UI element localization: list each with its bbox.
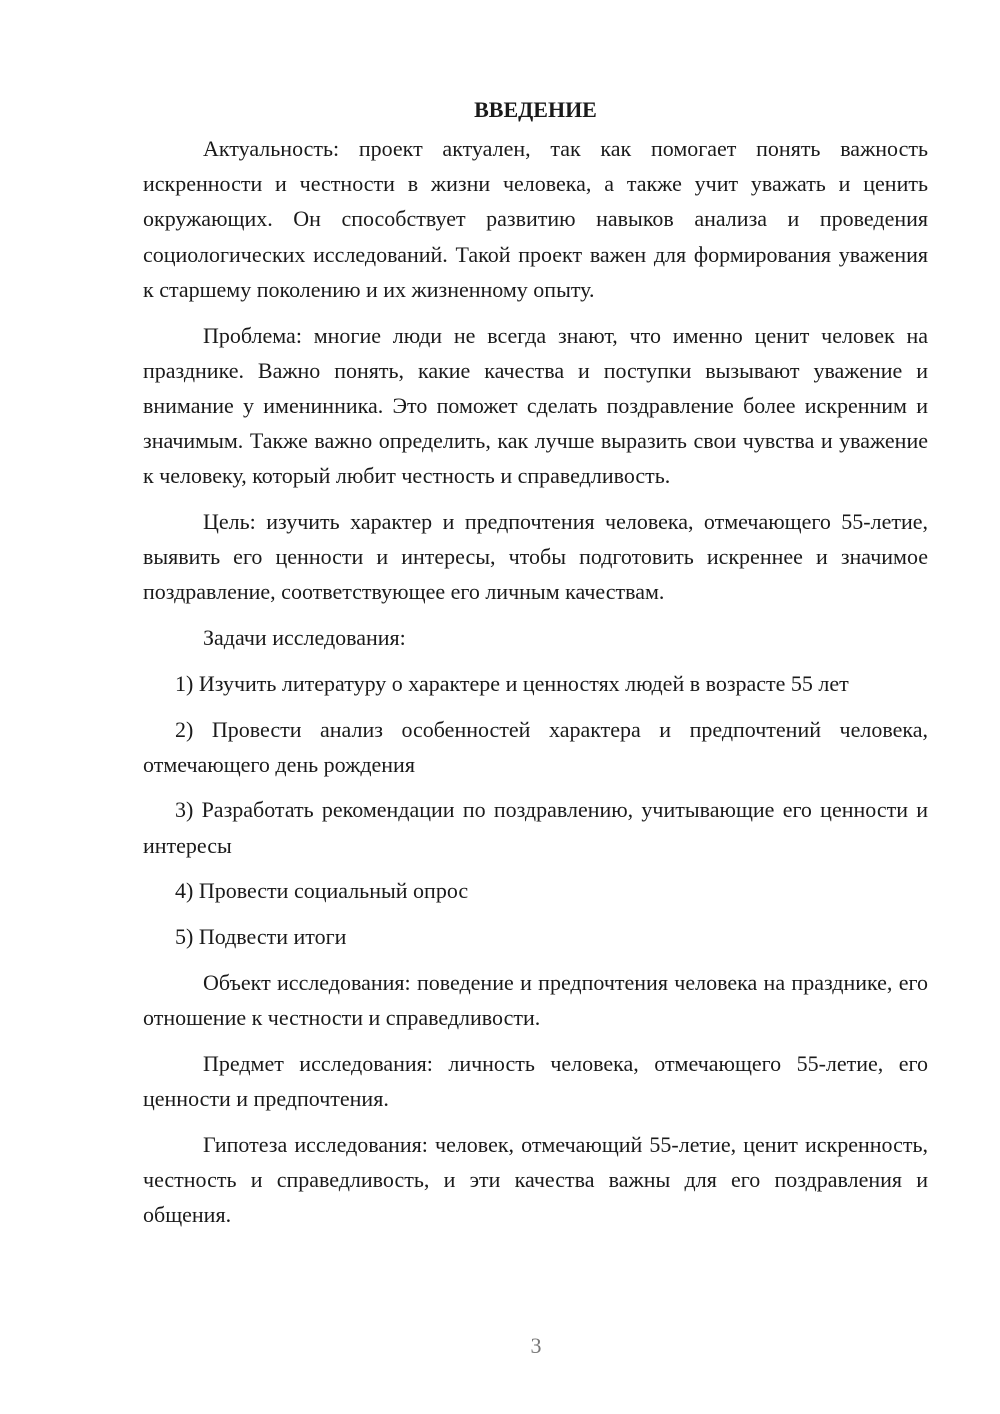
task-item-4: 4) Провести социальный опрос: [175, 878, 469, 904]
object-paragraph: Объект исследования: поведение и предпочтения человека на празднике, его отношение к честности и справедливости.: [143, 969, 928, 1030]
task-item-2: 2) Провести анализ особенностей характера и предпочтений человека, отмечающего день рождения: [143, 716, 928, 777]
tasks-heading: Задачи исследования:: [203, 625, 406, 651]
task-item-1: 1) Изучить литературу о характере и ценностях людей в возрасте 55 лет: [175, 670, 849, 696]
problem-paragraph: Проблема: многие люди не всегда знают, что именно ценит человек на празднике. Важно понять, какие качества и поступки вызывают уважение и внимание у именинника. Это поможет сделать поздравление более искренним и значимым. Также важно определить, как лучше выразить свои чувства и уважение к человеку, который любит честность и справедливость.: [143, 322, 928, 489]
task-item-5: 5) Подвести итоги: [175, 924, 347, 950]
page-number: 3: [530, 1333, 542, 1358]
subject-paragraph: Предмет исследования: личность человека, отмечающего 55-летие, его ценности и предпочтения.: [143, 1050, 928, 1111]
relevance-paragraph: Актуальность: проект актуален, так как помогает понять важность искренности и честности в жизни человека, а также учит уважать и ценить окружающих. Он способствует развитию навыков анализа и проведения социологических исследований. Такой проект важен для формирования уважения к старшему поколению и их жизненному опыту.: [143, 136, 928, 302]
section-title: ВВЕДЕНИЕ: [474, 97, 597, 122]
task-item-3: 3) Разработать рекомендации по поздравлению, учитывающие его ценности и интересы: [143, 797, 928, 858]
hypothesis-paragraph: Гипотеза исследования: человек, отмечающий 55-летие, ценит искренность, честность и справедливость, и эти качества важны для его поздравления и общения.: [143, 1131, 928, 1227]
goal-paragraph: Цель: изучить характер и предпочтения человека, отмечающего 55-летие, выявить его ценности и интересы, чтобы подготовить искреннее и значимое поздравление, соответствующее его личным качествам.: [143, 509, 928, 605]
document-page: [143, 92, 928, 1243]
